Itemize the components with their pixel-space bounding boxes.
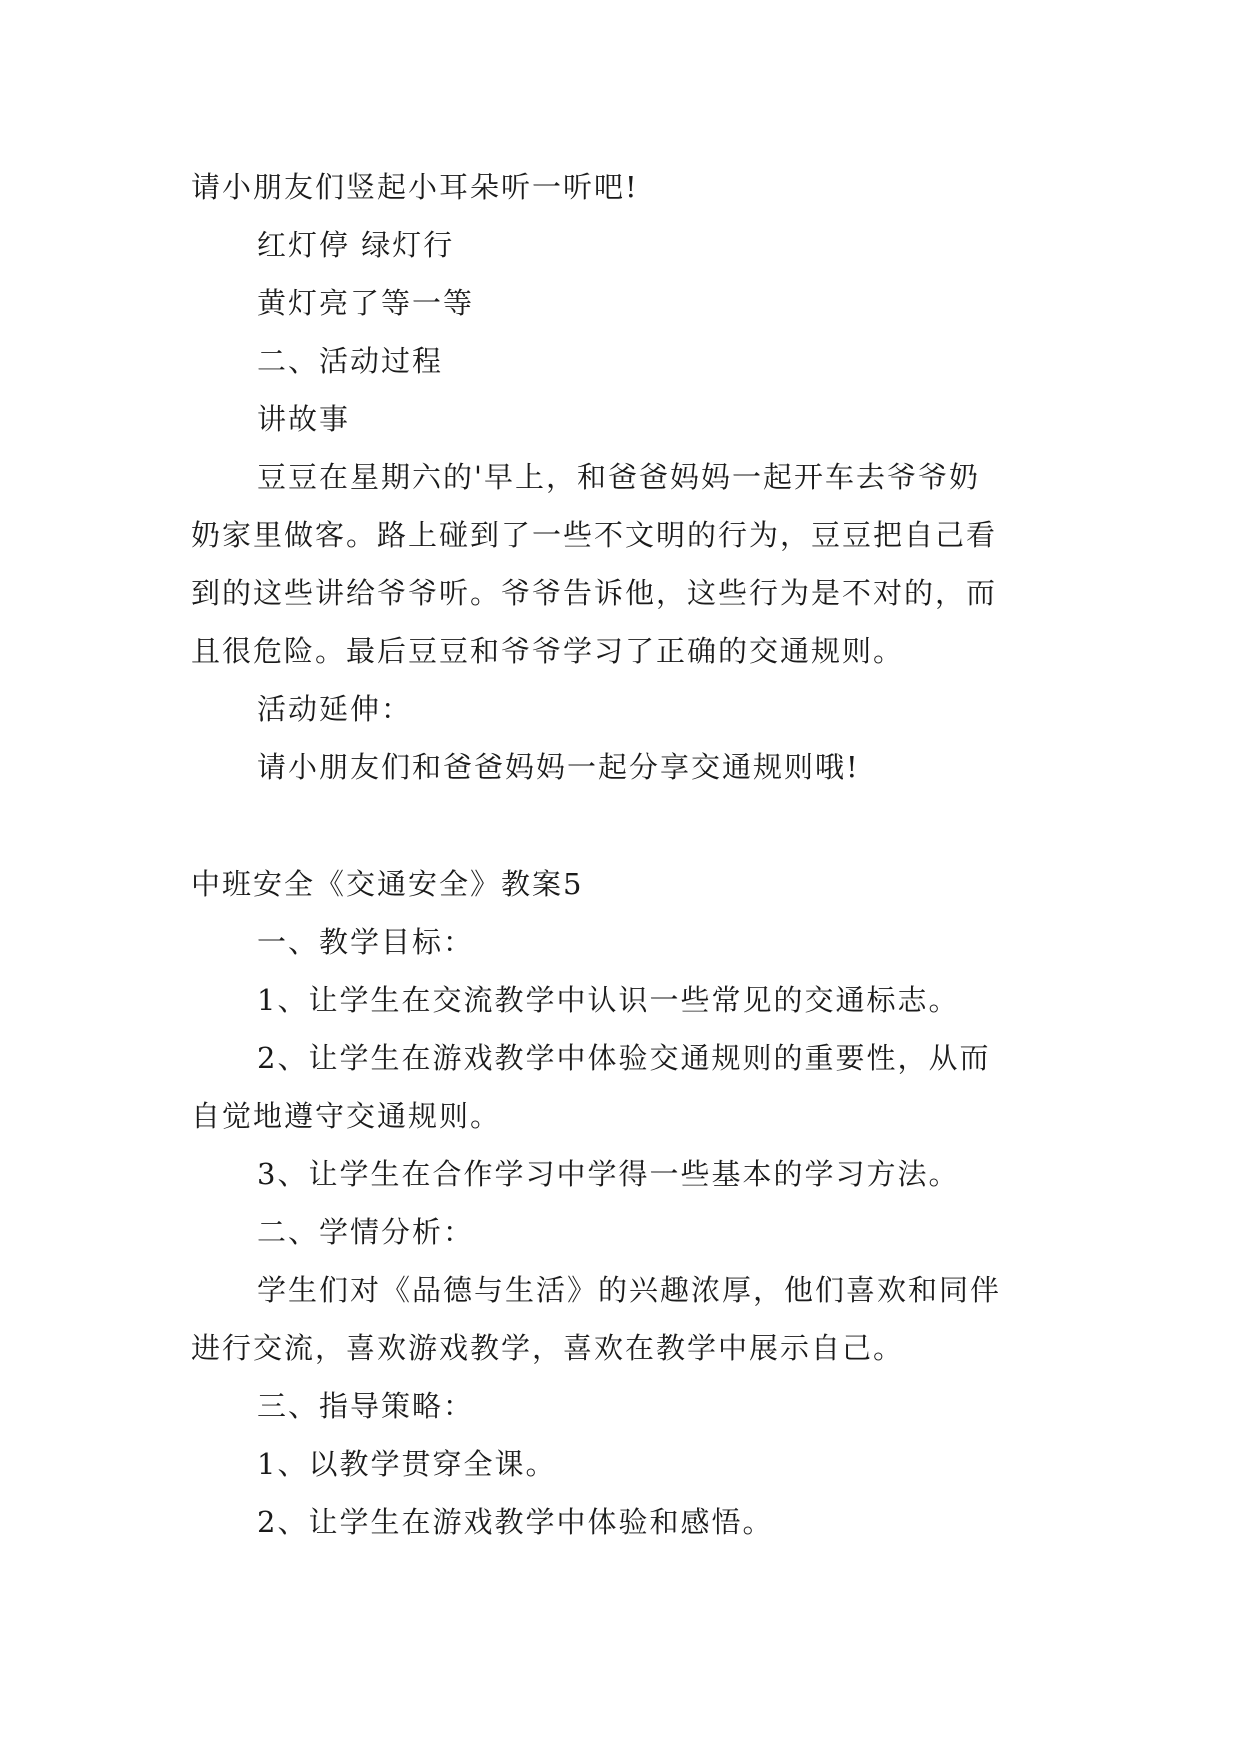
intro-line: 请小朋友们竖起小耳朵听一听吧! — [191, 170, 639, 204]
lesson-title: 中班安全《交通安全》教案5 — [191, 867, 584, 901]
story-line-1: 豆豆在星期六的'早上，和爸爸妈妈一起开车去爷爷奶 — [257, 460, 980, 494]
strategy-2: 2、让学生在游戏教学中体验和感悟。 — [257, 1505, 774, 1539]
story-line-3: 到的这些讲给爷爷听。爷爷告诉他，这些行为是不对的，而 — [191, 576, 998, 610]
section-activity — [191, 158, 1051, 796]
analysis-line-1: 学生们对《品德与生活》的兴趣浓厚，他们喜欢和同伴 — [257, 1273, 1002, 1307]
heading-activity-process: 二、活动过程 — [257, 344, 444, 378]
heading-guidance-strategy: 三、指导策略： — [257, 1389, 475, 1423]
story-line-2: 奶家里做客。路上碰到了一些不文明的行为，豆豆把自己看 — [191, 518, 998, 552]
rhyme-line-2: 黄灯亮了等一等 — [257, 286, 475, 320]
strategy-1: 1、以教学贯穿全课。 — [257, 1447, 557, 1481]
analysis-line-2: 进行交流，喜欢游戏教学，喜欢在教学中展示自己。 — [191, 1331, 905, 1365]
goal-3: 3、让学生在合作学习中学得一些基本的学习方法。 — [257, 1157, 960, 1191]
heading-learning-analysis: 二、学情分析： — [257, 1215, 475, 1249]
section-lesson-plan — [191, 855, 1051, 1551]
goal-2-line-1: 2、让学生在游戏教学中体验交通规则的重要性，从而 — [257, 1041, 991, 1075]
rhyme-line-1: 红灯停 绿灯行 — [257, 228, 455, 262]
goal-1: 1、让学生在交流教学中认识一些常见的交通标志。 — [257, 983, 960, 1017]
heading-storytelling: 讲故事 — [257, 402, 351, 436]
heading-teaching-goals: 一、教学目标： — [257, 925, 475, 959]
goal-2-line-2: 自觉地遵守交通规则。 — [191, 1099, 502, 1133]
extension-text: 请小朋友们和爸爸妈妈一起分享交通规则哦! — [257, 750, 860, 784]
heading-activity-extension: 活动延伸： — [257, 692, 413, 726]
story-line-4: 且很危险。最后豆豆和爷爷学习了正确的交通规则。 — [191, 634, 905, 668]
